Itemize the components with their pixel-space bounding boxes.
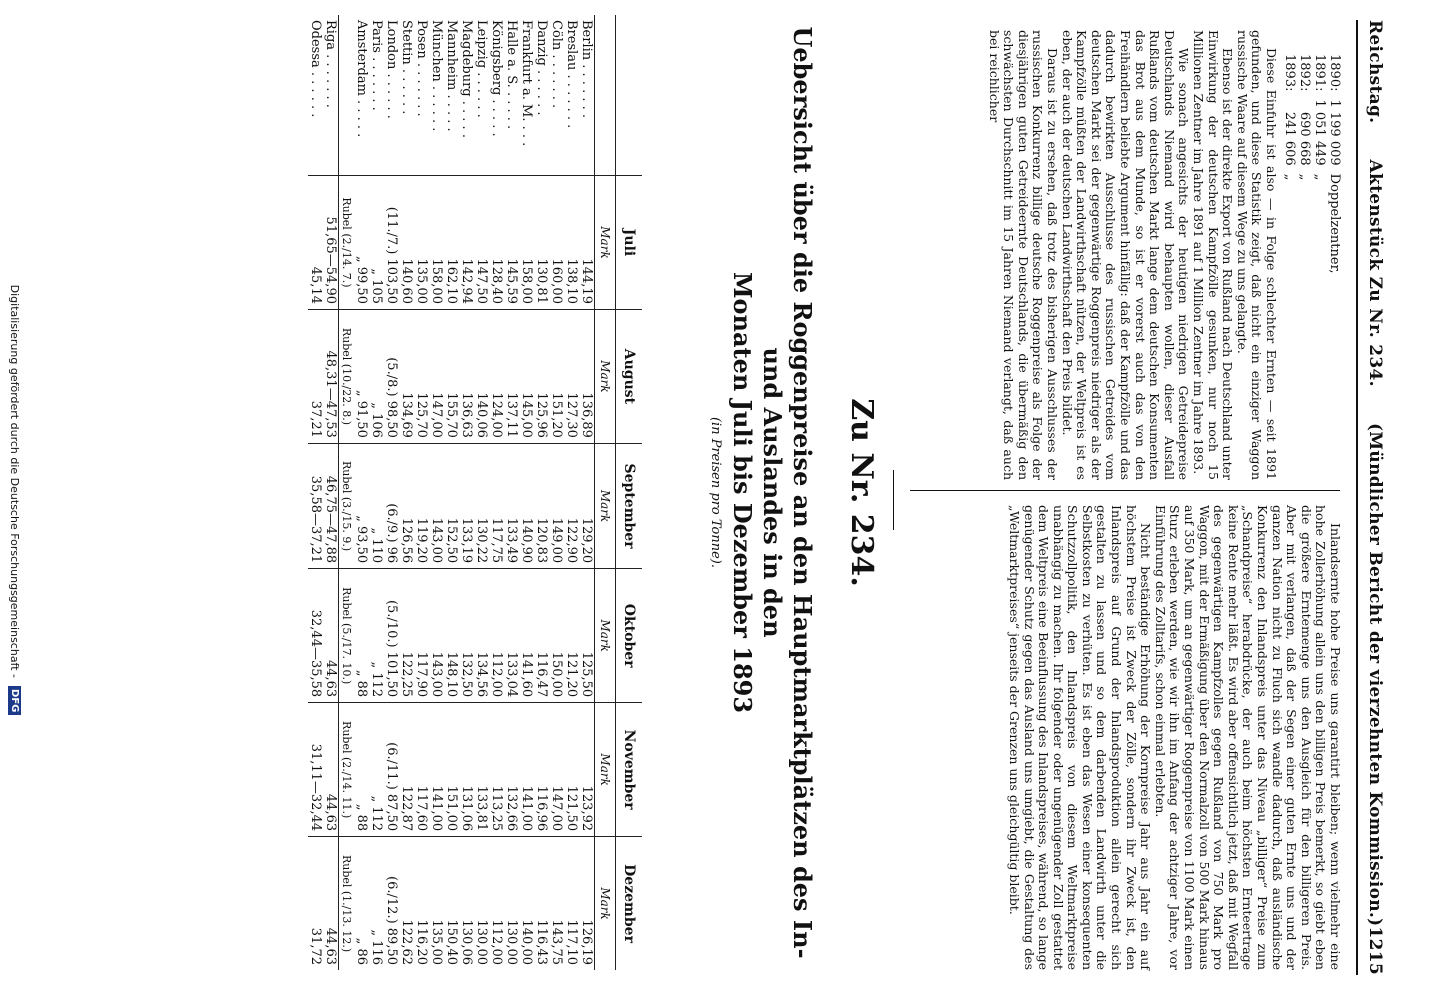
- price-cell: (5./10.) 101,50: [384, 569, 399, 703]
- table-title-line2: Monaten Juli bis Dezember 1893: [728, 271, 757, 714]
- unit-header: Mark: [595, 703, 616, 837]
- paragraph: Diese Einfuhr ist also — in Folge schlechter Ernten — seit 1891 gefunden, und diese Statistik zeigt, daß nicht ein einziger Waggon russische Waare auf diesem Wege zu uns gelangte.: [1234, 30, 1279, 480]
- price-cell: (6./9.) 96: [384, 443, 399, 568]
- price-cell: 147,00: [549, 703, 564, 837]
- paragraph: Wie sonach angesichts der heutigen niedrigen Getreidepreise Deutschlands Niemand wird behaupten wollen, dieser Ausfall Rußlands vom deutschen Markt lange dem deutschen Konsumenten das Brot aus dem Munde, so ist er vorerst auch das von den Freihändlern beliebte Argument hinfällig: daß der Kampfzölle und das dadurch bewirkten Ausschlusse des russischen Getreides vom deutschen Markt sei der gegenwärtige Roggenpreis niedriger als der Kampfzölle müßten der Landwirthschaft nützen, der Weltpreis ist es eben, der auch der deutschen Landwirthschaft den Preis bildet.: [1059, 30, 1192, 480]
- stat-unit: „: [1282, 173, 1297, 181]
- price-cell: 127,30: [564, 309, 579, 443]
- right-column-text: [1006, 505, 1342, 970]
- price-cell: 141,60: [519, 569, 534, 703]
- table-row: [444, 15, 459, 970]
- city-cell: London . . . . . .: [384, 20, 399, 119]
- city-cell: Mannheim . . . . .: [444, 20, 459, 132]
- currency-note: Rubel (2./14. 11.): [339, 703, 354, 837]
- price-cell: 130,06: [459, 837, 474, 970]
- price-cell: 141,00: [429, 703, 444, 837]
- city-header: [616, 15, 643, 176]
- price-cell: „ 88: [354, 569, 369, 703]
- stat-row: [1312, 50, 1327, 278]
- price-cell: 116,20: [414, 837, 429, 970]
- price-cell: 130,22: [474, 443, 489, 568]
- currency-note: Rubel (1./13. 12.): [339, 837, 354, 970]
- price-cell: 48,31—47,53: [323, 309, 339, 443]
- city-cell: Stettin . . . . . .: [399, 20, 414, 115]
- price-cell: 116,96: [534, 703, 549, 837]
- price-cell: 123,92: [579, 703, 595, 837]
- paragraph: Nicht beständige Erhöhung der Kornpreise Jahr aus Jahr ein auf höchstem Preise ist Zweck der Zölle, sondern ihr Zweck ist, den Inlandspreis auf Grund der Inlandsproduktion allein gerecht sich gestalten zu lassen und so dem darbenden Landwirth unter die Selbstkosten zu verhüten. Es ist eben das Wesen einer konsequenten Schutzzollpolitik, den Inlandspreis von diesem Weltmarktpreise unabhängig zu machen. Ihr folgender oder ungenügender Zoll gestattet dem Weltpreis eine Beeinflussung des Inlandspreises, während, so lange genügender Schutz gegen das Ausland uns umgiebt, die Gestaltung des „Weltmarktpreises“ jenseits der Grenzen uns gleichgültig bleibt.: [1006, 505, 1154, 970]
- stat-year: 1891:: [1312, 54, 1327, 92]
- price-cell: 130,81: [534, 176, 549, 310]
- price-cell: 125,50: [579, 569, 595, 703]
- price-cell: „ 86: [354, 837, 369, 970]
- price-cell: 137,11: [504, 309, 519, 443]
- header-left: Reichstag.: [1365, 20, 1385, 124]
- price-cell: 117,60: [414, 703, 429, 837]
- price-cell: 150,40: [444, 837, 459, 970]
- price-cell: 122,90: [564, 443, 579, 568]
- month-header: September: [616, 443, 643, 568]
- price-cell: 149,00: [549, 443, 564, 568]
- table-row: [399, 15, 414, 970]
- price-cell: „ 88: [354, 703, 369, 837]
- price-cell: 140,60: [399, 176, 414, 310]
- price-cell: 125,70: [414, 309, 429, 443]
- price-cell: 125,96: [534, 309, 549, 443]
- stat-year: 1890:: [1327, 54, 1342, 92]
- price-cell: 120,83: [534, 443, 549, 568]
- unit-header: Mark: [595, 569, 616, 703]
- price-cell: 142,94: [459, 176, 474, 310]
- city-cell: Posen . . . . . . .: [414, 20, 429, 117]
- price-cell: 136,63: [459, 309, 474, 443]
- price-cell: 112,00: [489, 837, 504, 970]
- digitization-footer: [1, 0, 29, 1000]
- price-cell: 124,00: [489, 309, 504, 443]
- price-cell: 119,20: [414, 443, 429, 568]
- price-cell: 151,00: [444, 703, 459, 837]
- city-cell: München . . . . . .: [429, 20, 444, 132]
- table-row: [519, 15, 534, 970]
- paragraph: Inlandsernte hohe Preise uns garantirt bleiben; wenn vielmehr eine hohe Zollerhöhung allein uns den billigen Preis bemerkt, so giebt eben die größere Erntemenge uns den Ausgleich für den billigeren Preis. Aber mit verlangen, daß der Segen einer guten Ernte uns und der ganzen Nation nicht zu Fluch sich wandle dadurch, daß ausländische Konkurrenz den Inlandspreis unter das Niveau „billiger“ Preise zum „Schandpreise“ herabdrücke, der auch beim höchsten Ernteertrage keine Rente mehr läßt. Es wird aber offensichtlich jetzt, daß mit Wegfall des gegenwärtigen Kampfzolles gegen Rußland von 750 Mark pro Waggon, mit der Ermäßigung über den Normalzoll von 500 Mark hinaus auf 350 Mark, um an gegenwärtiger Roggenpreise von 1100 Mark einen Sturz erleben werden, wie wir ihn im Anfang der achtziger Jahre, vor Einführung des Zolltarifs, schon einmal erlebten.: [1152, 505, 1343, 970]
- price-cell: 133,49: [504, 443, 519, 568]
- price-cell: „ 106: [369, 309, 384, 443]
- price-cell: 134,56: [474, 569, 489, 703]
- price-cell: 145,00: [519, 309, 534, 443]
- page-number: 1215: [1365, 926, 1385, 975]
- city-cell: Magdeburg . . . . .: [459, 20, 474, 138]
- price-cell: 133,19: [459, 443, 474, 568]
- price-cell: 116,43: [534, 837, 549, 970]
- price-cell: 140,06: [474, 309, 489, 443]
- unit-header: Mark: [595, 309, 616, 443]
- section-heading: Zu Nr. 234.: [844, 398, 879, 587]
- table-row: [549, 15, 564, 970]
- stat-row: [1327, 50, 1342, 278]
- price-cell: „ 105: [369, 176, 384, 310]
- table-row: [414, 15, 429, 970]
- price-cell: 126,19: [579, 837, 595, 970]
- price-cell: „ 91,50: [354, 309, 369, 443]
- price-cell: 143,00: [429, 569, 444, 703]
- table-unit-header: [595, 15, 616, 970]
- table-row: [564, 15, 579, 970]
- price-cell: 158,00: [429, 176, 444, 310]
- left-column: [986, 30, 1342, 480]
- city-cell: Frankfurt a. M. . . .: [519, 20, 534, 147]
- price-cell: 44,63: [323, 569, 339, 703]
- table-month-header: [616, 15, 643, 970]
- price-cell: 122,62: [399, 837, 414, 970]
- price-cell: 132,50: [459, 569, 474, 703]
- price-cell: 158,00: [519, 176, 534, 310]
- price-cell: 128,40: [489, 176, 504, 310]
- price-cell: 131,06: [459, 703, 474, 837]
- month-header: Dezember: [616, 837, 643, 970]
- price-cell: „ 99,50: [354, 176, 369, 310]
- stat-unit: „: [1312, 173, 1327, 181]
- table-row: [504, 15, 519, 970]
- header-mid: Aktenstück Zu Nr. 234.: [1365, 159, 1385, 387]
- running-header: [1356, 20, 1392, 975]
- table-row: [474, 15, 489, 970]
- price-cell: 135,00: [429, 837, 444, 970]
- month-header: August: [616, 309, 643, 443]
- price-cell: 44,63: [323, 837, 339, 970]
- city-cell: Halle a. S. . . . . .: [504, 20, 519, 130]
- city-cell: Riga . . . . . . .: [323, 15, 339, 176]
- price-cell: 140,90: [519, 443, 534, 568]
- table-row: [308, 15, 323, 970]
- stat-value: 241 606: [1282, 111, 1297, 166]
- price-cell: (11./7.) 103,50: [384, 176, 399, 310]
- section-heading-block: [708, 15, 989, 970]
- price-cell: 152,50: [444, 443, 459, 568]
- stat-row: [1282, 50, 1297, 278]
- price-cell: 121,50: [564, 703, 579, 837]
- price-cell: 117,75: [489, 443, 504, 568]
- price-cell: 147,50: [474, 176, 489, 310]
- unit-header: Mark: [595, 443, 616, 568]
- stat-year: 1893:: [1282, 54, 1297, 92]
- table-subtitle: (in Preisen pro Tonne).: [708, 416, 723, 569]
- price-cell: 135,00: [414, 176, 429, 310]
- city-cell: Cöln . . . . . . .: [549, 20, 564, 109]
- price-cell: 132,66: [504, 703, 519, 837]
- price-cell: 35,58—37,21: [308, 443, 323, 568]
- price-cell: 122,25: [399, 569, 414, 703]
- price-cell: 130,00: [504, 837, 519, 970]
- price-cell: „ 110: [369, 443, 384, 568]
- city-cell: Leipzig . . . . . .: [474, 20, 489, 118]
- stat-unit: „: [1297, 173, 1312, 181]
- price-cell: 147,00: [429, 309, 444, 443]
- price-cell: 162,10: [444, 176, 459, 310]
- price-cell: 117,90: [414, 569, 429, 703]
- city-cell: Danzig . . . . . .: [534, 20, 549, 116]
- price-cell: 151,20: [549, 309, 564, 443]
- stat-unit: Doppelzentner,: [1327, 173, 1342, 274]
- table-row: [579, 15, 595, 970]
- price-cell: 113,25: [489, 703, 504, 837]
- price-cell: 134,69: [399, 309, 414, 443]
- currency-note: Rubel (10./22. 8.): [339, 309, 354, 443]
- city-cell: Königsberg . . . . .: [489, 20, 504, 137]
- table-row: [369, 15, 384, 970]
- left-column-text: [986, 30, 1278, 480]
- city-cell: Breslau . . . . . . .: [564, 20, 579, 129]
- price-cell: 32,44—35,58: [308, 569, 323, 703]
- price-cell: 150,00: [549, 569, 564, 703]
- price-cell: 133,04: [504, 569, 519, 703]
- paragraph: Daraus ist zu ersehen, daß trotz des bisherigen Ausschlusses der russischen Konkurrenz billige deutsche Roggenpreise als Folge der diesjährigen guten Getreideernte Deutschlands, die übermäßig den schwächsten Durchschnitt im 15 Jahren Niemand verlangt, daß auch bei reichlicher: [986, 30, 1061, 480]
- price-cell: 112,00: [489, 569, 504, 703]
- currency-note-row: [339, 15, 354, 970]
- header-right: (Mündlicher Bericht der vierzehnten Kommission.): [1365, 422, 1385, 927]
- city-cell: Amsterdam . . . . .: [354, 20, 369, 138]
- price-cell: 130,00: [474, 837, 489, 970]
- price-cell: 143,75: [549, 837, 564, 970]
- table-body: [308, 15, 594, 970]
- price-cell: 121,20: [564, 569, 579, 703]
- city-cell: Paris . . . . . . .: [369, 20, 384, 111]
- price-cell: 46,75—47,88: [323, 443, 339, 568]
- price-cell: 140,00: [519, 837, 534, 970]
- stat-row: [1297, 50, 1312, 278]
- price-cell: 160,00: [549, 176, 564, 310]
- table-row: [384, 15, 399, 970]
- price-cell: 145,59: [504, 176, 519, 310]
- import-stats-table: [1282, 50, 1342, 278]
- stat-value: 690 668: [1297, 111, 1312, 166]
- price-cell: 51,65—54,90: [323, 176, 339, 310]
- price-cell: 37,21: [308, 309, 323, 443]
- city-cell: Berlin . . . . . . .: [579, 20, 594, 119]
- price-cell: (6./11.) 87,50: [384, 703, 399, 837]
- price-cell: (5./8.) 98,50: [384, 309, 399, 443]
- price-cell: 126,56: [399, 443, 414, 568]
- table-row: [459, 15, 474, 970]
- currency-note: Rubel (5./17. 10.): [339, 569, 354, 703]
- table-title-line1: Uebersicht über die Roggenpreise an den Hauptmarktplätzen des In- und Auslandes in den: [758, 26, 817, 959]
- price-cell: 116,47: [534, 569, 549, 703]
- unit-header: Mark: [595, 176, 616, 310]
- price-cell: 136,89: [579, 309, 595, 443]
- price-cell: 144,19: [579, 176, 595, 310]
- price-cell: „ 116: [369, 837, 384, 970]
- price-cell: 133,81: [474, 703, 489, 837]
- price-cell: 31,72: [308, 837, 323, 970]
- paragraph: Ebenso ist der direkte Export von Rußland nach Deutschland unter Einwirkung der deutschen Kampfzölle gesunken, nur noch 15 Millionen Zentner im Jahre 1891 auf 1 Million Zentner im Jahre 1893.: [1191, 30, 1236, 480]
- price-cell: 138,10: [564, 176, 579, 310]
- stat-value: 1 051 449: [1312, 99, 1327, 166]
- price-cell: 122,87: [399, 703, 414, 837]
- unit-header: Mark: [595, 837, 616, 970]
- price-cell: „ 112: [369, 703, 384, 837]
- price-cell: „ 93,50: [354, 443, 369, 568]
- table-row: [354, 15, 369, 970]
- month-header: November: [616, 703, 643, 837]
- rye-price-table: [308, 15, 642, 970]
- currency-note: Rubel (3./15. 9.): [339, 443, 354, 568]
- stat-year: 1892:: [1297, 54, 1312, 92]
- price-cell: 45,14: [308, 176, 323, 310]
- price-cell: 31,11—32,44: [308, 703, 323, 837]
- price-cell: 148,10: [444, 569, 459, 703]
- month-header: Juli: [616, 176, 643, 310]
- table-row: [534, 15, 549, 970]
- price-cell: 143,00: [429, 443, 444, 568]
- month-header: Oktober: [616, 569, 643, 703]
- dfg-logo: DFG: [9, 686, 22, 715]
- price-cell: „ 112: [369, 569, 384, 703]
- footer-text: Digitalisierung gefördert durch die Deutsche Forschungsgemeinschaft -: [8, 284, 22, 679]
- table-row: [323, 15, 339, 970]
- price-cell: 117,10: [564, 837, 579, 970]
- table-row: [489, 15, 504, 970]
- city-cell: Odessa . . . . . .: [308, 20, 324, 118]
- price-cell: 129,20: [579, 443, 595, 568]
- price-cell: (6./12.) 89,50: [384, 837, 399, 970]
- table-row: [429, 15, 444, 970]
- currency-note: Rubel (2./14. 7.): [339, 176, 354, 310]
- price-cell: 155,70: [444, 309, 459, 443]
- price-cell: 141,00: [519, 703, 534, 837]
- stat-value: 1 199 009: [1327, 99, 1342, 166]
- price-cell: 44,63: [323, 703, 339, 837]
